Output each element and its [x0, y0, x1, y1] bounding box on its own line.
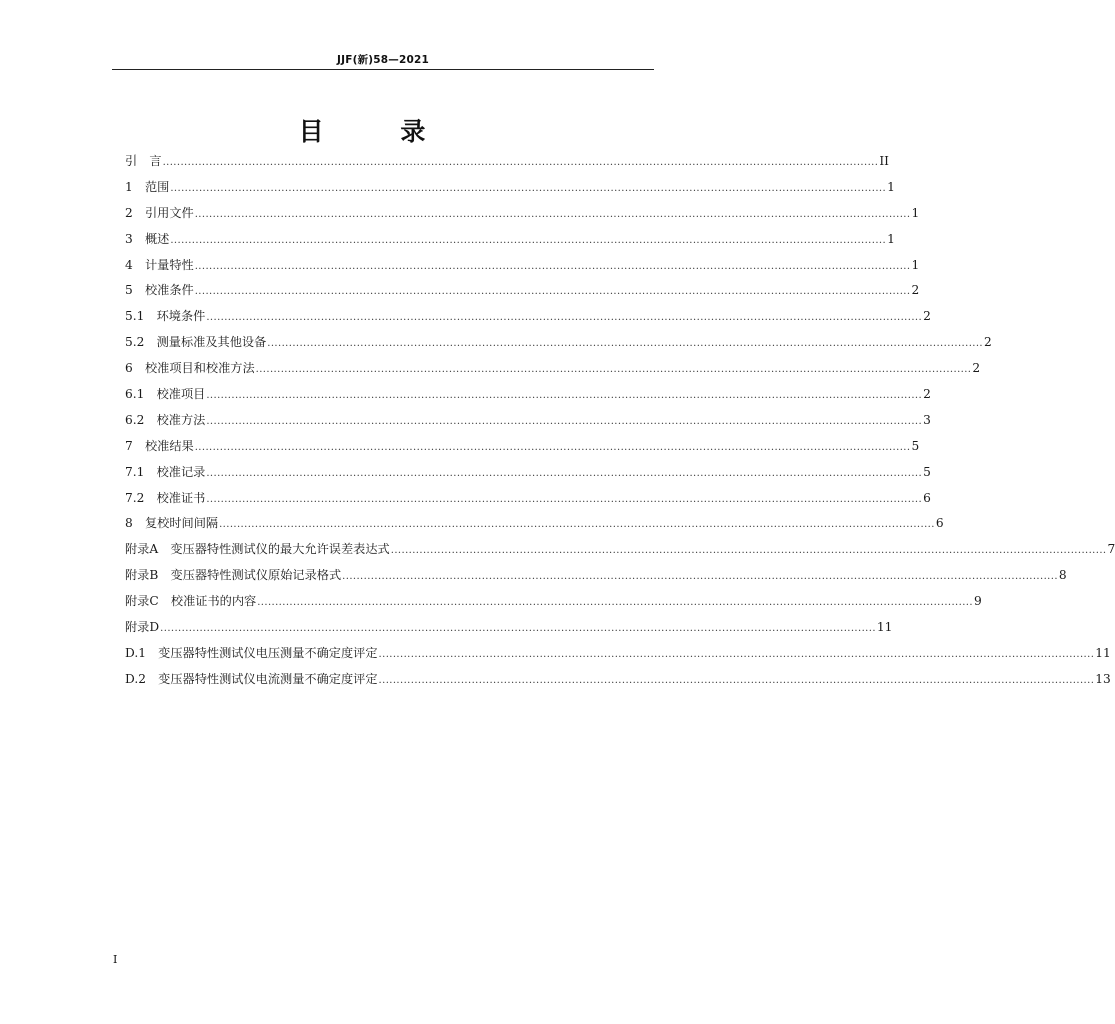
- toc-entry[interactable]: [125, 307, 931, 333]
- toc-leader-dots: ........................................................................................................................................................................................................: [194, 260, 911, 272]
- toc-entry[interactable]: [125, 566, 1067, 592]
- toc-entry-label: 6 校准项目和校准方法: [125, 361, 255, 376]
- toc-leader-dots: ........................................................................................................................................................................................................: [170, 182, 887, 194]
- toc-entry-page: 1: [911, 205, 920, 220]
- page-title: 目 录: [298, 117, 460, 146]
- toc-entry-page: 13: [1095, 671, 1111, 686]
- toc-entry-page: 5: [923, 464, 931, 479]
- toc-entry-label: 6.2 校准方法: [125, 412, 206, 427]
- toc-leader-dots: ........................................................................................................................................................................................................: [219, 519, 935, 531]
- toc-leader-dots: ........................................................................................................................................................................................................: [194, 441, 911, 453]
- toc-entry-label: 2 引用文件: [125, 205, 194, 220]
- toc-entry-page: 1: [911, 257, 920, 272]
- header-rule: [112, 69, 654, 70]
- toc-entry-page: 11: [1095, 645, 1111, 660]
- toc-entry[interactable]: [125, 359, 981, 385]
- toc-entry-page: 2: [923, 387, 931, 402]
- toc-entry-page: 1: [887, 231, 895, 246]
- toc-entry-label: 附录B 变压器特性测试仪原始记录格式: [125, 568, 342, 583]
- toc-entry-page: 2: [923, 309, 931, 324]
- toc-entry-page: 1: [887, 179, 895, 194]
- toc-entry[interactable]: [125, 437, 920, 463]
- toc-entry-page: 2: [911, 283, 920, 298]
- toc-leader-dots: ........................................................................................................................................................................................................: [162, 157, 879, 168]
- toc-entry-label: 引 言: [125, 154, 162, 168]
- toc-entry[interactable]: [125, 514, 944, 540]
- toc-entry[interactable]: [125, 670, 1111, 696]
- toc-entry[interactable]: [125, 230, 895, 256]
- toc-entry-page: 3: [923, 412, 931, 427]
- toc-entry-page: 9: [973, 594, 982, 609]
- toc-entry[interactable]: [125, 281, 920, 307]
- toc-entry-page: 2: [972, 361, 981, 376]
- toc-entry-label: 7.2 校准证书: [125, 490, 206, 505]
- toc-entry[interactable]: [125, 256, 920, 282]
- toc-leader-dots: ........................................................................................................................................................................................................: [206, 415, 923, 427]
- toc-entry-label: 5.2 测量标准及其他设备: [125, 335, 267, 350]
- toc-leader-dots: ........................................................................................................................................................................................................: [206, 493, 923, 505]
- toc-leader-dots: ........................................................................................................................................................................................................: [194, 208, 911, 220]
- toc-entry-label: D.1 变压器特性测试仪电压测量不确定度评定: [125, 645, 378, 660]
- toc-leader-dots: ........................................................................................................................................................................................................: [160, 623, 876, 635]
- toc-entry[interactable]: [125, 540, 1115, 566]
- toc-entry-label: 5 校准条件: [125, 283, 194, 298]
- toc-entry[interactable]: [125, 204, 920, 230]
- toc-entry-page: 7: [1107, 542, 1115, 557]
- toc-entry[interactable]: [125, 411, 931, 437]
- toc-leader-dots: ........................................................................................................................................................................................................: [378, 674, 1095, 686]
- toc-leader-dots: ........................................................................................................................................................................................................: [267, 338, 984, 350]
- toc-entry[interactable]: [125, 178, 895, 204]
- toc-entry-label: 7.1 校准记录: [125, 464, 206, 479]
- toc-leader-dots: ........................................................................................................................................................................................................: [342, 571, 1058, 583]
- toc-leader-dots: ........................................................................................................................................................................................................: [390, 545, 1107, 557]
- toc-entry-page: 2: [984, 335, 992, 350]
- toc-leader-dots: ........................................................................................................................................................................................................: [255, 364, 972, 376]
- toc-entry[interactable]: [125, 644, 1111, 670]
- toc-entry[interactable]: [125, 333, 992, 359]
- document-code-header: JJF(新)58—2021: [336, 54, 430, 66]
- toc-entry[interactable]: [125, 618, 893, 644]
- toc-leader-dots: ........................................................................................................................................................................................................: [206, 312, 923, 324]
- toc-entry[interactable]: [125, 489, 931, 515]
- toc-leader-dots: ........................................................................................................................................................................................................: [194, 286, 911, 298]
- toc-entry-page: 6: [935, 516, 944, 531]
- toc-entry-label: 附录C 校准证书的内容: [125, 594, 257, 609]
- toc-entry-label: 6.1 校准项目: [125, 387, 206, 402]
- toc-entry-page: 8: [1058, 568, 1067, 583]
- toc-entry-page: 5: [911, 438, 920, 453]
- toc-leader-dots: ........................................................................................................................................................................................................: [206, 390, 923, 402]
- toc-leader-dots: ........................................................................................................................................................................................................: [206, 467, 923, 479]
- page-number-footer: I: [113, 953, 118, 966]
- toc-entry-page: II: [879, 154, 889, 168]
- toc-entry[interactable]: [125, 592, 982, 618]
- toc-entry-label: 附录A 变压器特性测试仪的最大允许误差表达式: [125, 542, 390, 557]
- toc-entry-page: 6: [923, 490, 931, 505]
- toc-entry-label: D.2 变压器特性测试仪电流测量不确定度评定: [125, 671, 378, 686]
- toc-entry-label: 附录D: [125, 620, 160, 635]
- toc-entry-label: 5.1 环境条件: [125, 309, 206, 324]
- toc-entry[interactable]: [125, 152, 889, 178]
- toc-leader-dots: ........................................................................................................................................................................................................: [378, 648, 1095, 660]
- toc-entry-label: 1 范围: [125, 179, 170, 194]
- toc-entry-page: 11: [876, 620, 893, 635]
- toc-entry-label: 8 复校时间间隔: [125, 516, 219, 531]
- toc-entry[interactable]: [125, 385, 931, 411]
- toc-entry-label: 3 概述: [125, 231, 170, 246]
- toc-leader-dots: ........................................................................................................................................................................................................: [170, 234, 887, 246]
- toc-entry[interactable]: [125, 463, 931, 489]
- table-of-contents: [125, 152, 1115, 696]
- toc-entry-label: 7 校准结果: [125, 438, 194, 453]
- toc-leader-dots: ........................................................................................................................................................................................................: [257, 597, 973, 609]
- toc-entry-label: 4 计量特性: [125, 257, 194, 272]
